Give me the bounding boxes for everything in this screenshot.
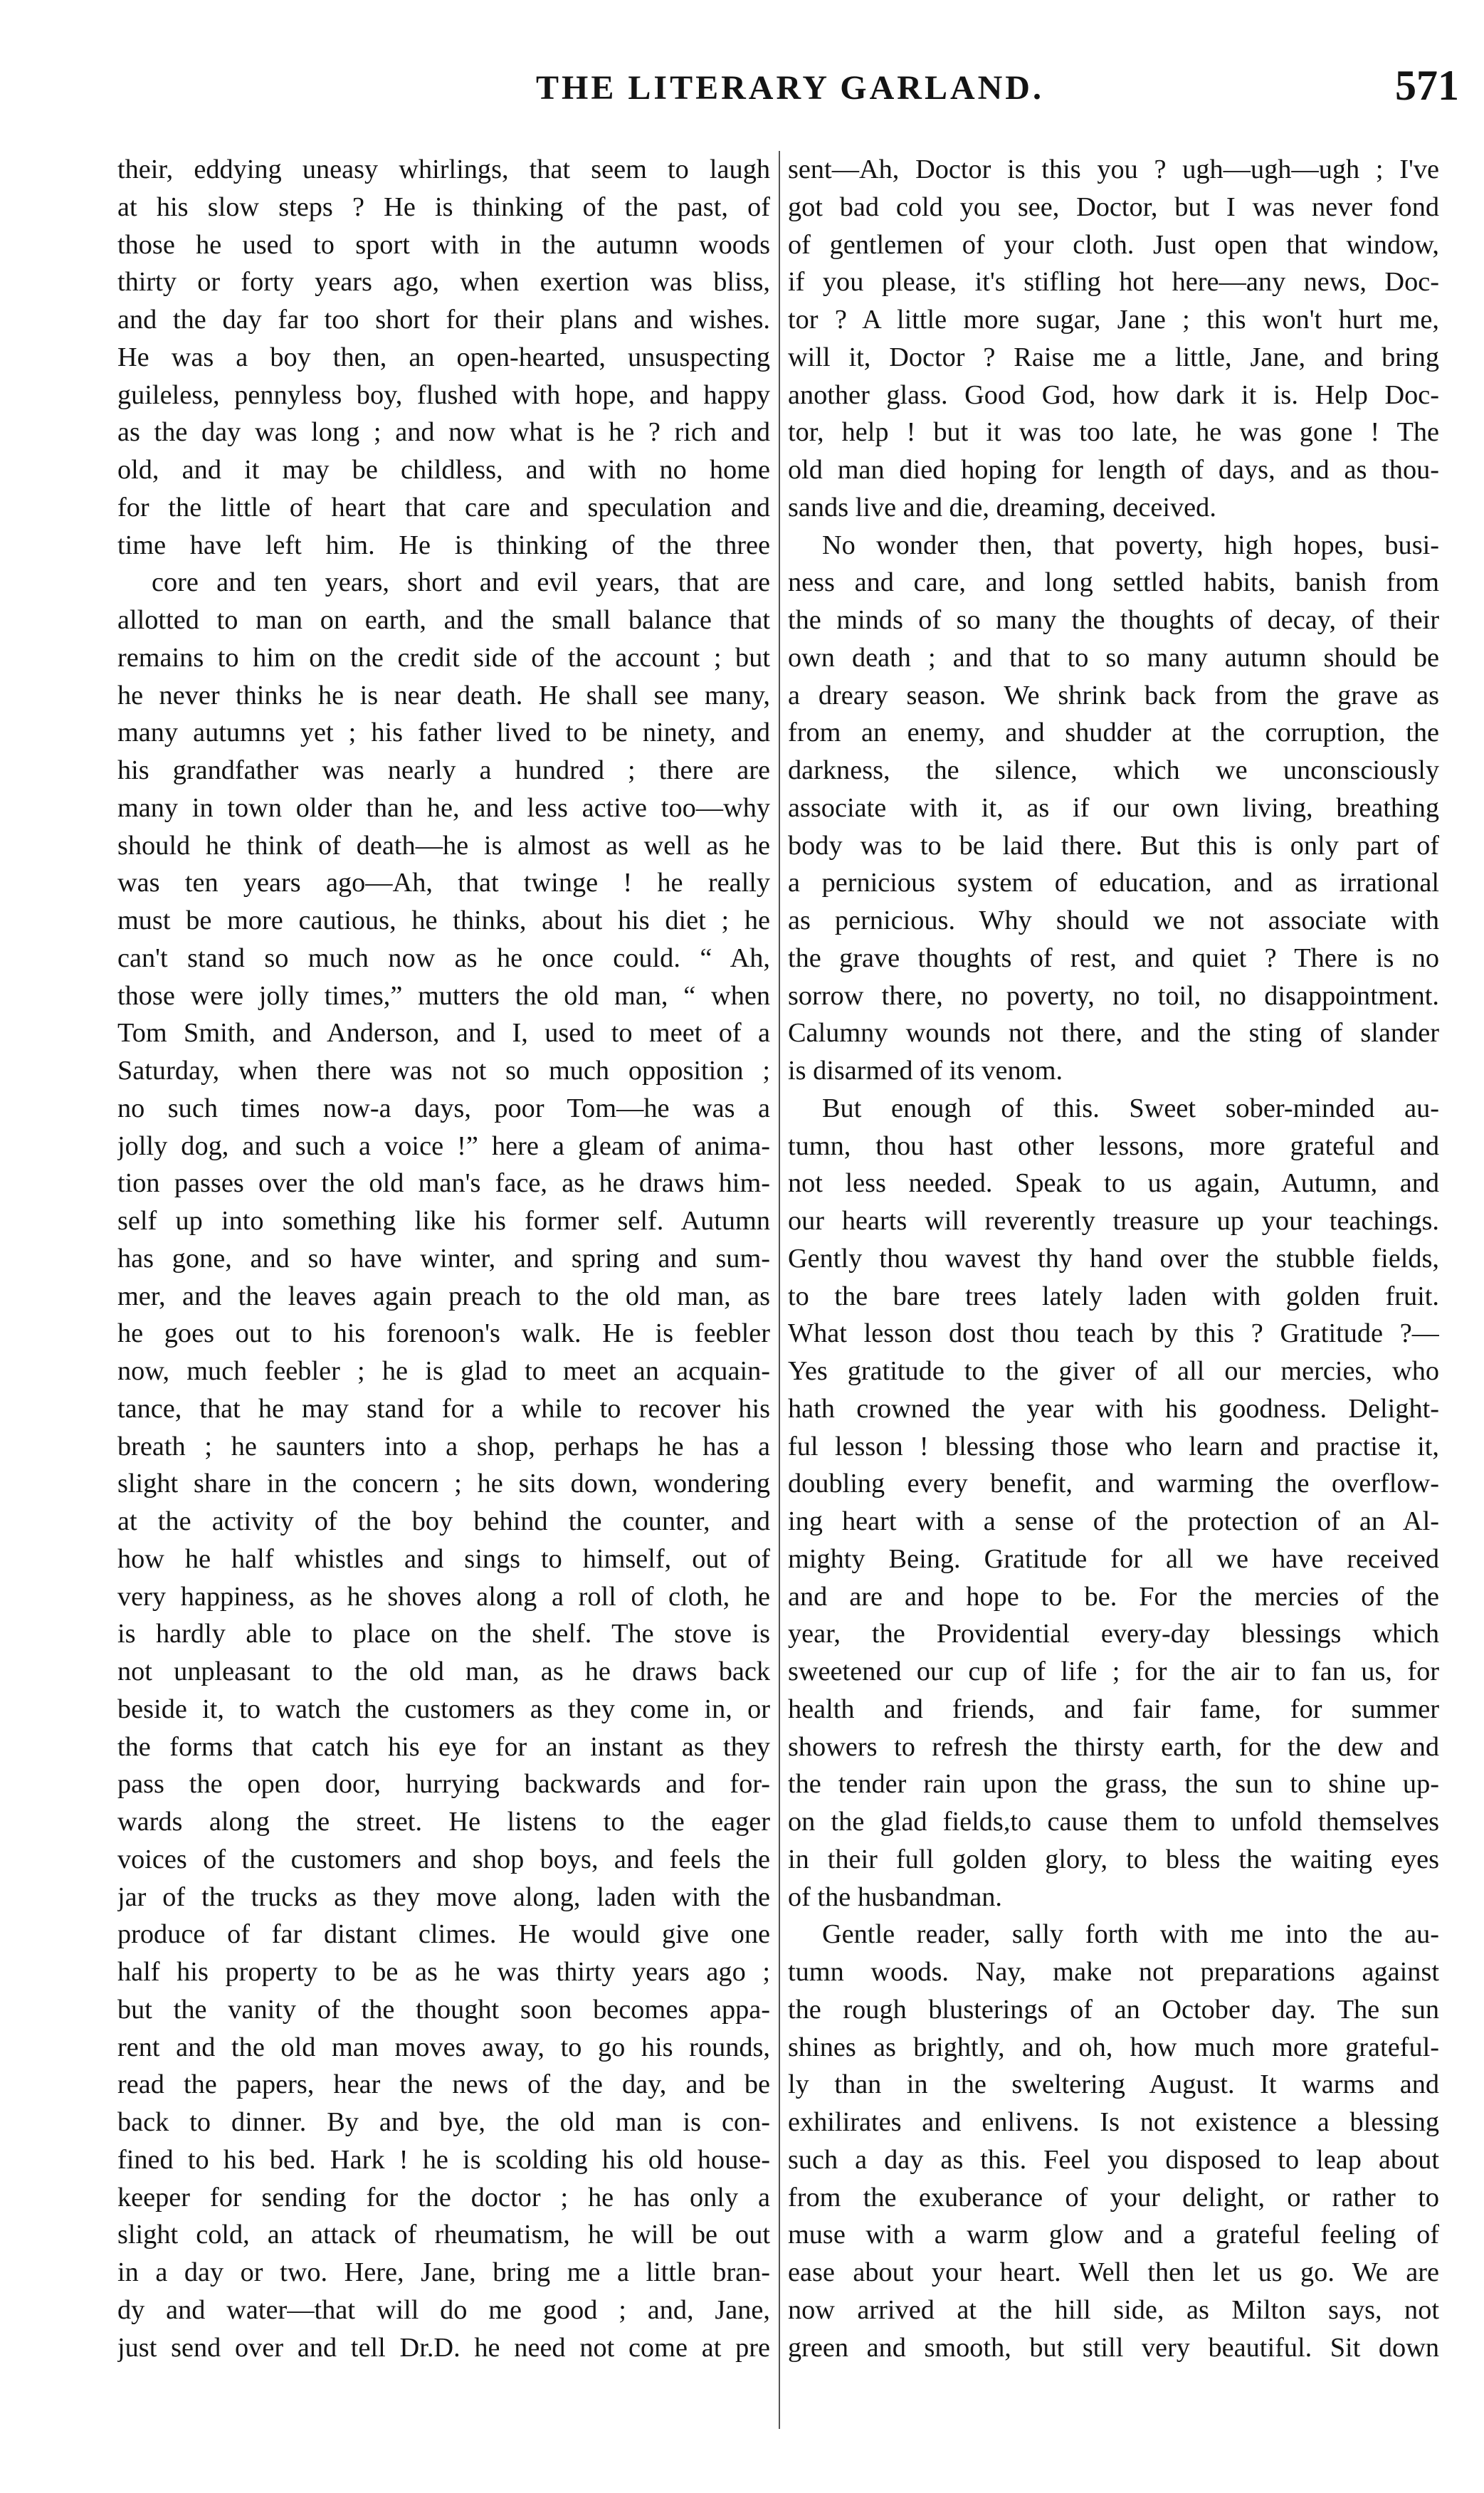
text-line: time have left him. He is thinking of the three <box>117 530 770 560</box>
text-line: will it, Doctor ? Raise me a little, Jane, and bring <box>788 342 1439 372</box>
text-line: own death ; and that to so many autumn should be <box>788 642 1439 673</box>
text-line: and are and hope to be. For the mercies of the <box>788 1581 1439 1612</box>
text-line: Gently thou wavest thy hand over the stubble fields, <box>788 1243 1439 1274</box>
text-line: self up into something like his former self. Autumn <box>117 1206 770 1236</box>
text-line: beside it, to watch the customers as they come in, or <box>117 1694 770 1724</box>
text-line: as the day was long ; and now what is he ? rich and <box>117 417 770 448</box>
text-line: associate with it, as if our own living, breathing <box>788 792 1439 823</box>
text-line: ness and care, and long settled habits, banish from <box>788 567 1439 598</box>
text-line: how he half whistles and sings to himself, out of <box>117 1543 770 1574</box>
text-line: and the day far too short for their plans and wishes. <box>117 305 770 335</box>
text-line: allotted to man on earth, and the small balance that <box>117 605 770 635</box>
text-line: sweetened our cup of life ; for the air to fan us, for <box>788 1657 1439 1686</box>
text-line: darkness, the silence, which we unconsciously <box>788 755 1439 785</box>
text-line: thirty or forty years ago, when exertion was bliss, <box>117 267 770 298</box>
text-line: ease about your heart. Well then let us go. We are <box>788 2257 1439 2287</box>
text-line: wards along the street. He listens to the eager <box>117 1807 770 1837</box>
text-line: Saturday, when there was not so much opposition ; <box>117 1056 770 1086</box>
text-line: year, the Providential every-day blessings which <box>788 1619 1439 1649</box>
text-line: is disarmed of its venom. <box>788 1056 1063 1086</box>
text-line: ly than in the sweltering August. It warms and <box>788 2069 1439 2100</box>
text-line: jar of the trucks as they move along, laden with the <box>117 1881 770 1912</box>
text-line: But enough of this. Sweet sober-minded au- <box>822 1093 1439 1123</box>
text-line: his grandfather was nearly a hundred ; there are <box>117 755 770 785</box>
text-line: of gentlemen of your cloth. Just open that window, <box>788 229 1439 260</box>
text-line: old man died hoping for length of days, and as thou- <box>788 455 1439 485</box>
text-line: health and friends, and fair fame, for summer <box>788 1694 1439 1724</box>
text-line: core and ten years, short and evil years, that are <box>152 567 770 598</box>
text-line: sent—Ah, Doctor is this you ? ugh—ugh—ugh ; I've <box>788 154 1439 184</box>
text-line: exhilirates and enlivens. Is not existence a blessing <box>788 2107 1439 2137</box>
text-line: now arrived at the hill side, as Milton says, not <box>788 2294 1439 2325</box>
text-line: Calumny wounds not there, and the sting of slander <box>788 1018 1439 1049</box>
text-line: What lesson dost thou teach by this ? Gratitude ?— <box>788 1318 1439 1349</box>
text-line: voices of the customers and shop boys, and feels the <box>117 1844 770 1874</box>
text-line: but the vanity of the thought soon becomes appa- <box>117 1994 770 2025</box>
text-line: of the husbandman. <box>788 1881 1002 1912</box>
text-line: if you please, it's stifling hot here—any news, Doc- <box>788 267 1439 298</box>
text-line: should he think of death—he is almost as well as he <box>117 830 770 861</box>
text-line: such a day as this. Feel you disposed to leap about <box>788 2144 1439 2175</box>
text-line: dy and water—that will do me good ; and, Jane, <box>117 2294 770 2325</box>
page-number: 571 <box>1395 62 1459 109</box>
text-line: many in town older than he, and less active too—why <box>117 792 770 823</box>
text-line: ing heart with a sense of the protection of an Al- <box>788 1506 1439 1536</box>
text-line: another glass. Good God, how dark it is. Help Doc- <box>788 379 1439 410</box>
running-title: THE LITERARY GARLAND. <box>536 69 1044 107</box>
text-line: hath crowned the year with his goodness. Delight- <box>788 1393 1439 1424</box>
text-line: in their full golden glory, to bless the waiting eyes <box>788 1844 1439 1874</box>
text-line: has gone, and so have winter, and spring and sum- <box>117 1243 770 1274</box>
text-line: the grave thoughts of rest, and quiet ? There is no <box>788 943 1439 973</box>
text-line: tumn woods. Nay, make not preparations against <box>788 1957 1439 1987</box>
text-line: now, much feebler ; he is glad to meet an acquain- <box>117 1356 770 1386</box>
text-line: tor, help ! but it was too late, he was gone ! The <box>788 417 1439 448</box>
page-header <box>121 62 1459 125</box>
text-line: must be more cautious, he thinks, about his diet ; he <box>117 906 770 935</box>
text-line: slight cold, an attack of rheumatism, he will be out <box>117 2220 770 2250</box>
text-line: tion passes over the old man's face, as he draws him- <box>117 1168 770 1199</box>
text-line: slight share in the concern ; he sits down, wondering <box>117 1469 770 1499</box>
text-line: guileless, pennyless boy, flushed with hope, and happy <box>117 379 770 410</box>
text-line: got bad cold you see, Doctor, but I was never fond <box>788 191 1439 222</box>
text-line: to the bare trees lately laden with golden fruit. <box>788 1281 1439 1311</box>
text-line: those were jolly times,” mutters the old man, “ when <box>117 980 770 1011</box>
text-line: sands live and die, dreaming, deceived. <box>788 492 1216 523</box>
text-line: in a day or two. Here, Jane, bring me a little bran- <box>117 2257 770 2287</box>
text-line: mighty Being. Gratitude for all we have received <box>788 1543 1439 1574</box>
text-line: ful lesson ! blessing those who learn and practise it, <box>788 1431 1439 1461</box>
text-line: their, eddying uneasy whirlings, that seem to laugh <box>117 154 770 184</box>
text-line: the forms that catch his eye for an instant as they <box>117 1731 770 1762</box>
text-line: he goes out to his forenoon's walk. He is feebler <box>117 1318 770 1349</box>
text-line: He was a boy then, an open-hearted, unsuspecting <box>117 342 770 372</box>
text-line: tance, that he may stand for a while to recover his <box>117 1393 770 1424</box>
text-line: tumn, thou hast other lessons, more grateful and <box>788 1130 1439 1161</box>
text-line: showers to refresh the thirsty earth, for the dew and <box>788 1731 1439 1762</box>
text-line: remains to him on the credit side of the account ; but <box>117 642 770 673</box>
text-line: on the glad fields,to cause them to unfold themselves <box>788 1807 1439 1837</box>
text-line: can't stand so much now as he once could. “ Ah, <box>117 943 770 973</box>
text-line: body was to be laid there. But this is only part of <box>788 830 1439 861</box>
text-line: read the papers, hear the news of the day, and be <box>117 2069 770 2100</box>
text-line: Tom Smith, and Anderson, and I, used to meet of a <box>117 1018 770 1049</box>
text-line: as pernicious. Why should we not associate with <box>788 906 1439 935</box>
column-divider <box>779 151 780 2429</box>
text-line: from an enemy, and shudder at the corruption, the <box>788 718 1439 748</box>
text-line: just send over and tell Dr.D. he need not come at pre <box>117 2332 770 2363</box>
text-line: doubling every benefit, and warming the overflow- <box>788 1469 1439 1499</box>
text-line: the tender rain upon the grass, the sun to shine up- <box>788 1769 1439 1800</box>
text-line: very happiness, as he shoves along a roll of cloth, he <box>117 1581 770 1612</box>
text-line: at the activity of the boy behind the counter, and <box>117 1506 770 1536</box>
text-line: no such times now-a days, poor Tom—he was a <box>117 1093 770 1123</box>
text-line: was ten years ago—Ah, that twinge ! he really <box>117 868 770 898</box>
text-line: green and smooth, but still very beautiful. Sit down <box>788 2332 1439 2363</box>
text-line: breath ; he saunters into a shop, perhaps he has a <box>117 1431 770 1461</box>
text-line: old, and it may be childless, and with no home <box>117 455 770 485</box>
text-line: not less needed. Speak to us again, Autumn, and <box>788 1168 1439 1199</box>
text-line: he never thinks he is near death. He shall see many, <box>117 680 770 710</box>
text-line: shines as brightly, and oh, how much more grateful- <box>788 2032 1439 2062</box>
text-line: the minds of so many the thoughts of decay, of their <box>788 605 1439 635</box>
text-line: jolly dog, and such a voice !” here a gleam of anima- <box>117 1130 770 1161</box>
text-line: tor ? A little more sugar, Jane ; this won't hurt me, <box>788 305 1439 335</box>
text-line: our hearts will reverently treasure up your teachings. <box>788 1206 1439 1236</box>
text-line: those he used to sport with in the autumn woods <box>117 229 770 260</box>
text-line: No wonder then, that poverty, high hopes, busi- <box>822 530 1439 560</box>
text-line: produce of far distant climes. He would give one <box>117 1919 770 1950</box>
right-text-column <box>788 151 1439 2450</box>
text-line: back to dinner. By and bye, the old man is con- <box>117 2107 770 2137</box>
text-line: fined to his bed. Hark ! he is scolding his old house- <box>117 2144 770 2175</box>
left-text-column <box>117 151 770 2450</box>
text-line: is hardly able to place on the shelf. The stove is <box>117 1619 770 1649</box>
text-line: sorrow there, no poverty, no toil, no disappointment. <box>788 980 1439 1011</box>
text-line: mer, and the leaves again preach to the old man, as <box>117 1281 770 1311</box>
text-line: the rough blusterings of an October day. The sun <box>788 1994 1439 2025</box>
text-line: rent and the old man moves away, to go his rounds, <box>117 2032 770 2062</box>
text-line: keeper for sending for the doctor ; he has only a <box>117 2182 770 2213</box>
text-line: at his slow steps ? He is thinking of the past, of <box>117 191 770 222</box>
text-line: Gentle reader, sally forth with me into the au- <box>822 1919 1439 1950</box>
text-line: Yes gratitude to the giver of all our mercies, who <box>788 1356 1439 1386</box>
text-line: pass the open door, hurrying backwards and for- <box>117 1769 770 1800</box>
text-line: a pernicious system of education, and as irrational <box>788 868 1439 898</box>
text-line: not unpleasant to the old man, as he draws back <box>117 1657 770 1686</box>
text-line: muse with a warm glow and a grateful feeling of <box>788 2220 1439 2250</box>
text-line: many autumns yet ; his father lived to be ninety, and <box>117 718 770 748</box>
text-line: a dreary season. We shrink back from the grave as <box>788 680 1439 710</box>
text-line: from the exuberance of your delight, or rather to <box>788 2182 1439 2213</box>
text-line: for the little of heart that care and speculation and <box>117 492 770 523</box>
text-line: half his property to be as he was thirty years ago ; <box>117 1957 770 1987</box>
